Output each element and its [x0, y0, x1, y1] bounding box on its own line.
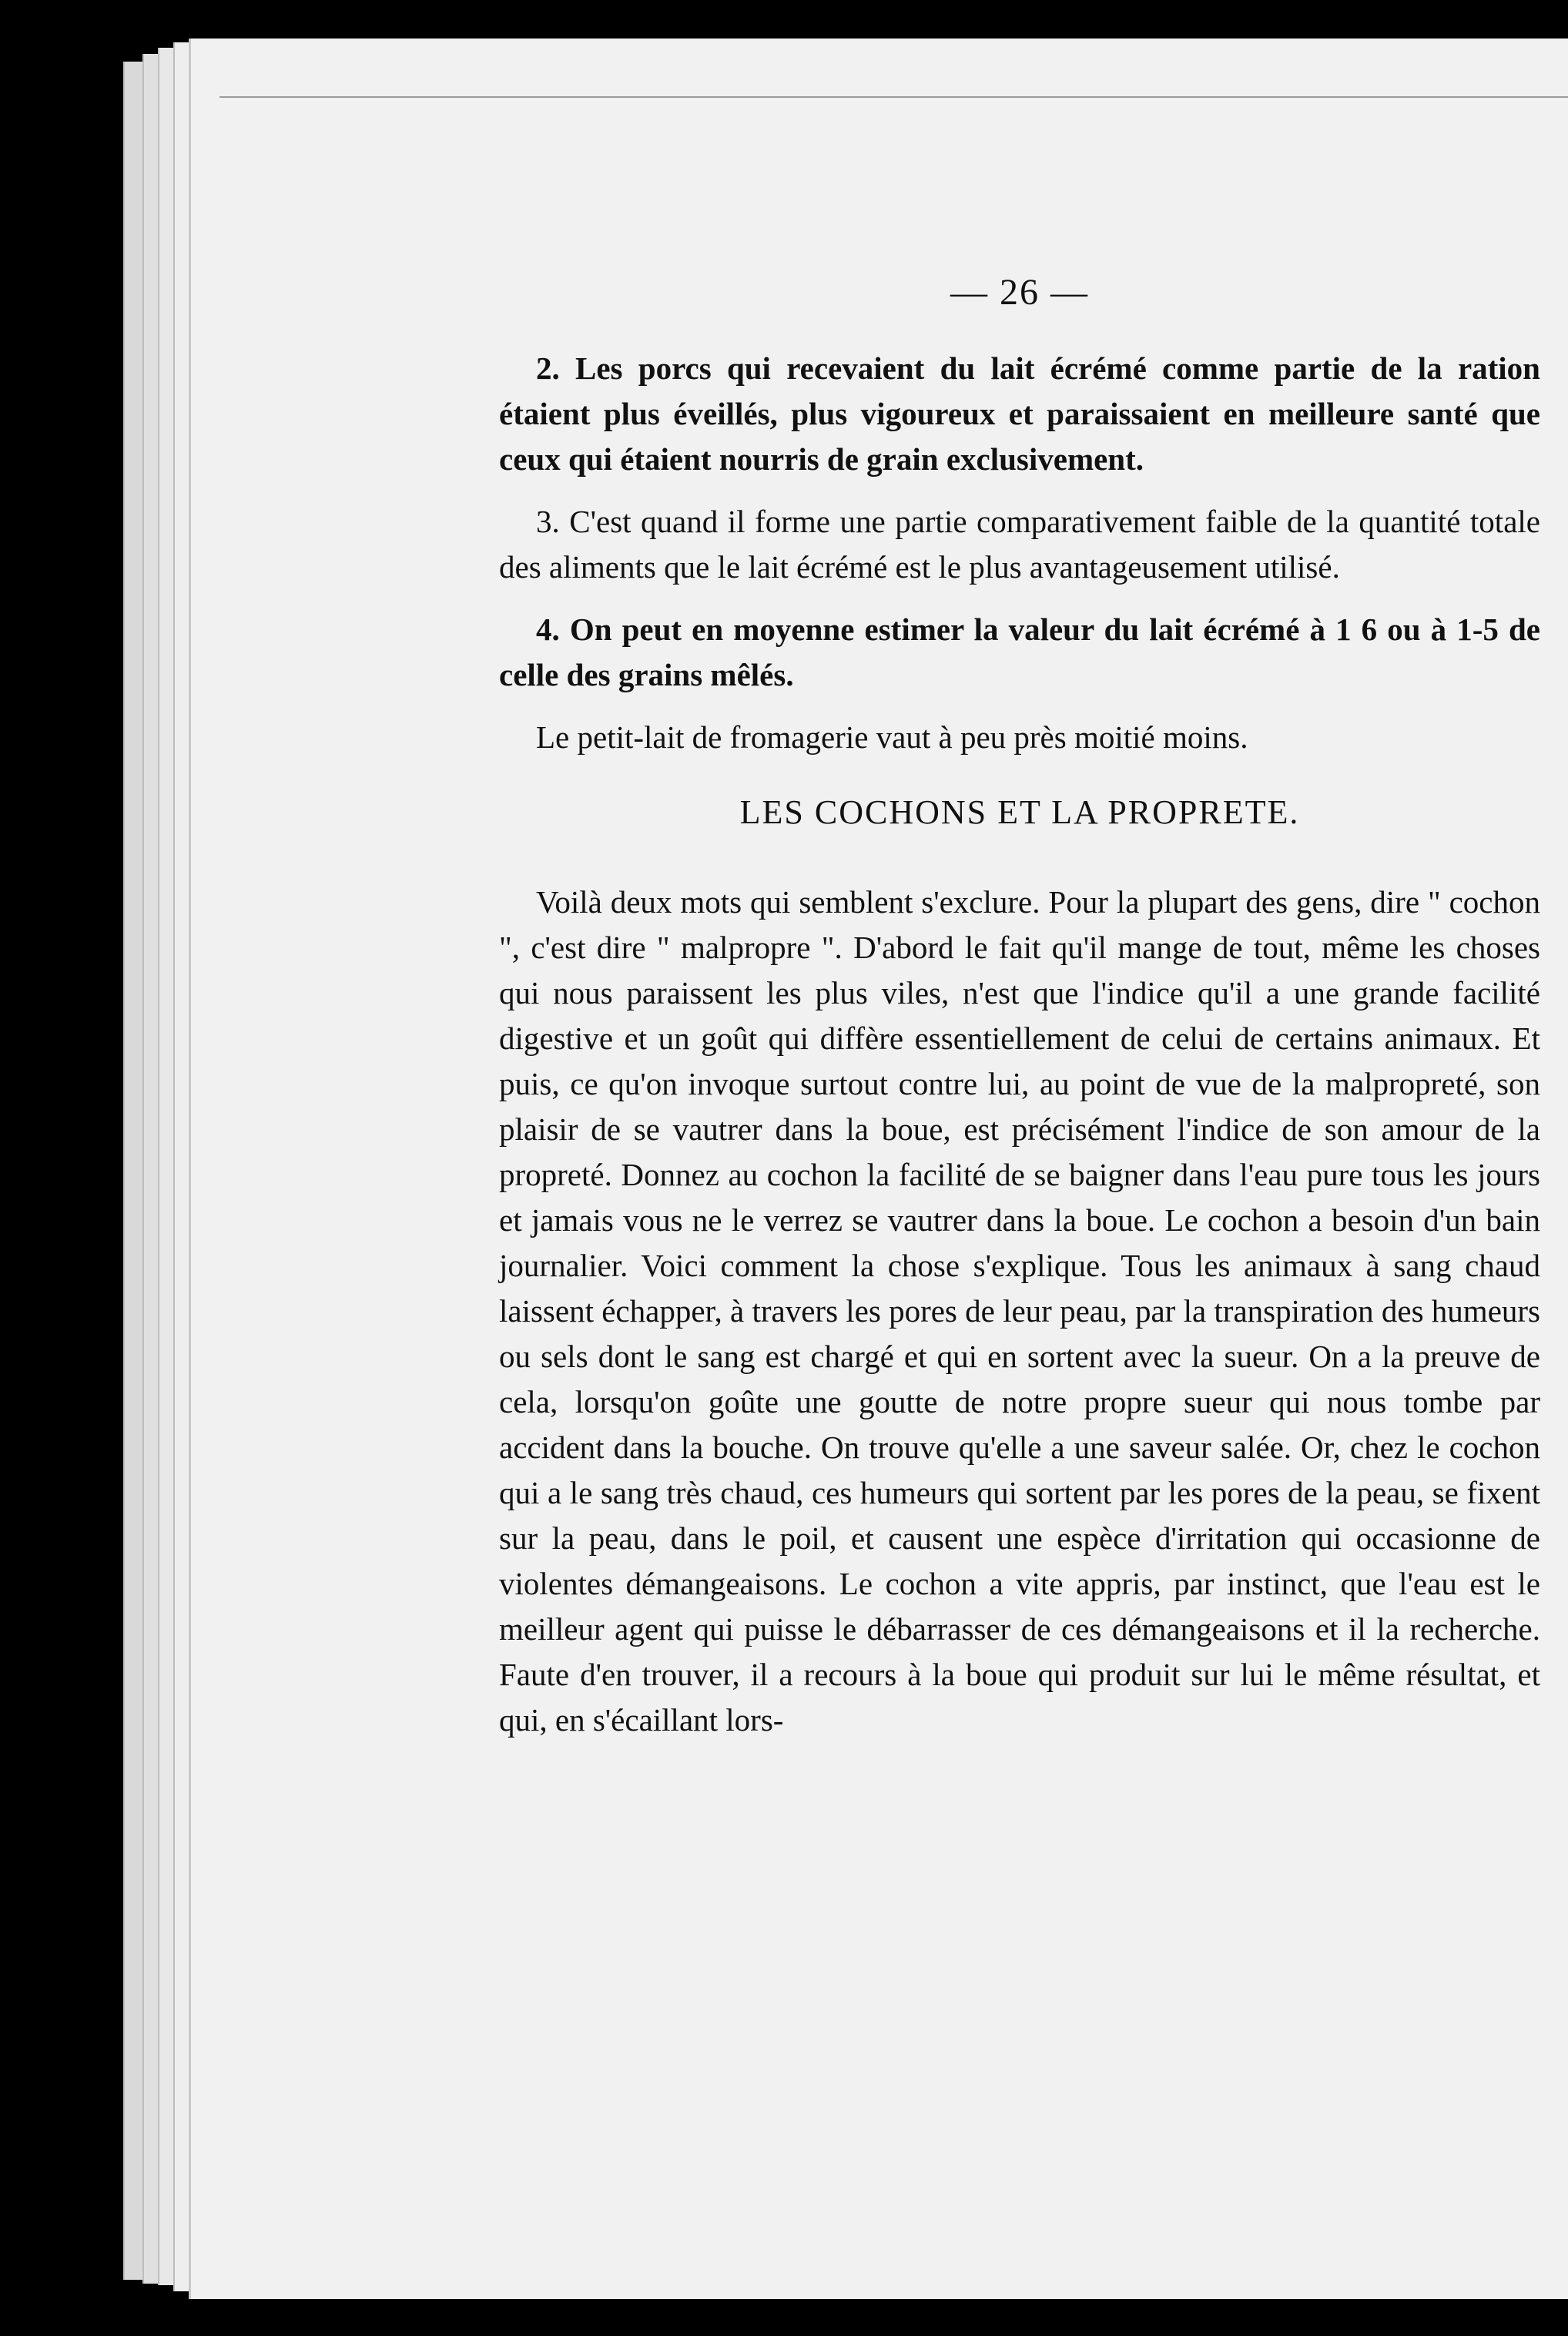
page-number: — 26 —: [950, 272, 1089, 313]
numbered-item-4: 4. On peut en moyenne estimer la valeur du lait écrémé à 1 6 ou à 1-5 de celle des grains mêlés.: [499, 612, 1540, 692]
numbered-item-2: 2. Les porcs qui recevaient du lait écrémé comme partie de la ration étaient plus éveillés, plus vigoureux et paraissaient en meilleure santé que ceux qui étaient nourris de grain exclusivement.: [499, 350, 1540, 477]
numbered-item-3: 3. C'est quand il forme une partie comparativement faible de la quantité totale des aliments que le lait écrémé est le plus avantageusement utilisé.: [499, 504, 1540, 585]
body-paragraph: Voilà deux mots qui semblent s'exclure. Pour la plupart des gens, dire " cochon ", c'est dire " malpropre ". D'abord le fait qu'il mange de tout, même les choses qui nous paraissent les plus viles, n'est que l'indice qu'il a une grande facilité digestive et un goût qui diffère essentiellement de celui de certains animaux. Et puis, ce qu'on invoque surtout contre lui, au point de vue de la malpropreté, son plaisir de se vautrer dans la boue, est précisément l'indice de son amour de la propreté. Donnez au cochon la facilité de se baigner dans l'eau pure tous les jours et jamais vous ne le verrez se vautrer dans la boue. Le cochon a besoin d'un bain journalier. Voici comment la chose s'explique. Tous les animaux à sang chaud laissent échapper, à travers les pores de leur peau, par la transpiration des humeurs ou sels dont le sang est chargé et qui en sortent avec la sueur. On a la preuve de cela, lorsqu'on goûte une goutte de notre propre sueur qui nous tombe par accident dans la bouche. On trouve qu'elle a une saveur salée. Or, chez le cochon qui a le sang très chaud, ces humeurs qui sortent par les pores de la peau, se fixent sur la peau, dans le poil, et causent une espèce d'irritation qui occasionne de violentes démangeaisons. Le cochon a vite appris, par instinct, que l'eau est le meilleur agent qui puisse le débarrasser de ces démangeaisons et il la recherche. Faute d'en trouver, il a recours à la boue qui produit sur lui le même résultat, et qui, en s'écaillant lors-: [499, 884, 1540, 1738]
page-content: [499, 270, 1540, 1743]
whey-note: Le petit-lait de fromagerie vaut à peu près moitié moins.: [536, 719, 1248, 755]
top-rule: [219, 96, 1568, 98]
section-heading: LES COCHONS ET LA PROPRETE.: [739, 793, 1300, 831]
